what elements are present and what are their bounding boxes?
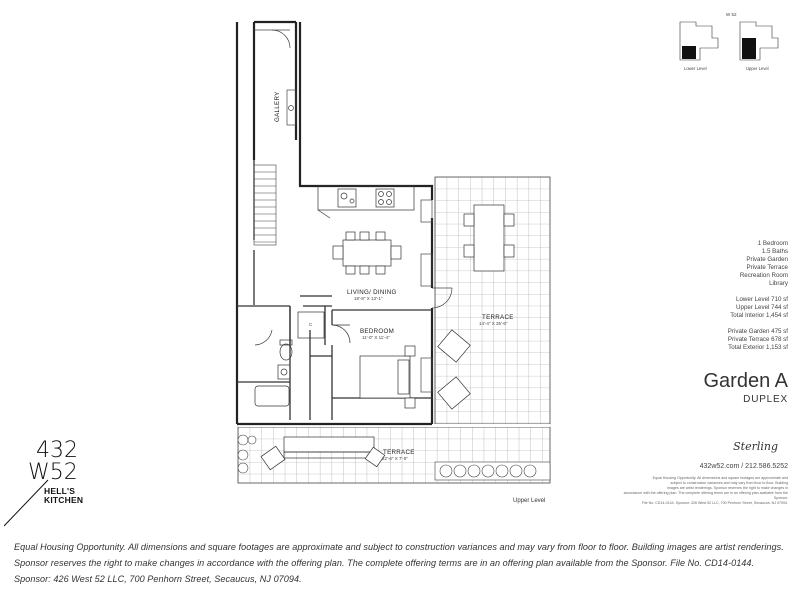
feature-baths: 1.5 Baths (761, 248, 788, 255)
fine-print-line: accordance with the offering plan. The complete offering terms are in an offering plan available from the Sponsor. (623, 491, 788, 500)
building-logo (4, 440, 94, 530)
terrace-main-label: TERRACE (482, 314, 514, 321)
bedroom-label: BEDROOM (360, 328, 395, 335)
area-upper-level: Upper Level 744 sf (736, 304, 788, 311)
area-lower-level: Lower Level 710 sf (736, 296, 788, 303)
dining-set (333, 232, 401, 274)
level-caption: Upper Level (513, 498, 546, 504)
key-plan (670, 8, 790, 78)
fine-print-line: Equal Housing Opportunity. All dimensions and square footages are approximate and (652, 476, 788, 480)
feature-terrace: Private Terrace (746, 264, 788, 271)
bedroom-dimensions: 11'-0" X 11'-4" (362, 335, 390, 340)
closet-label: C (309, 322, 313, 327)
area-private-terrace: Private Terrace 678 sf (727, 336, 788, 343)
logo-number-top: 432 (36, 438, 78, 463)
key-plan-upper-caption: Upper Level (746, 66, 769, 71)
fine-print (618, 476, 788, 506)
unit-name: Garden A (703, 370, 788, 392)
key-plan-street: W 52 (726, 12, 737, 17)
kitchen (318, 186, 414, 218)
living-dining-dimensions: 18'-8" X 13'-1" (354, 296, 383, 301)
area-total-interior: Total Interior 1,454 sf (730, 312, 788, 319)
website-phone: 432w52.com / 212.586.5252 (699, 463, 788, 470)
feature-garden: Private Garden (746, 256, 788, 263)
key-plan-upper-highlight (742, 38, 756, 59)
feature-library: Library (769, 280, 788, 287)
gallery-label: GALLERY (274, 91, 281, 122)
terrace-front-dimensions: 22'-6" X 7'-5" (382, 456, 408, 461)
disclaimer-text: Equal Housing Opportunity. All dimensions and square footages are approximate and subject to construction variances and may vary from floor to floor. Building images are artist renderings. Sponsor reserves the right to make changes in accordance with the offering plan. The complete offering terms are in an offering plan available from the Sponsor. File No. CD14-0144. Sponsor: 426 West 52 LLC, 700 Penhorn Street, Secaucus, NJ 07094. (14, 542, 784, 584)
feature-bedrooms: 1 Bedroom (757, 240, 788, 247)
fine-print-line: images are artist renderings. Sponsor reserves the right to make changes in (667, 486, 788, 490)
staircase (254, 165, 276, 245)
feature-recreation-room: Recreation Room (739, 272, 788, 279)
sterling-signature-logo: Sterling (733, 440, 778, 453)
area-total-exterior: Total Exterior 1,153 sf (728, 344, 788, 351)
logo-number-bottom: W52 (28, 460, 78, 485)
unit-type: DUPLEX (743, 394, 788, 405)
logo-line-2: KITCHEN (44, 495, 84, 505)
key-plan-lower-caption: Lower Level (684, 66, 707, 71)
terrace-front-label: TERRACE (383, 449, 415, 456)
key-plan-lower-highlight (682, 46, 696, 59)
terrace-main-dimensions: 14'-4" X 35'-6" (479, 321, 508, 326)
living-dining-label: LIVING/ DINING (347, 289, 397, 296)
fine-print-line: subject to construction variances and may vary from floor to floor. Building (670, 481, 788, 485)
logo-line-1: HELL'S (44, 486, 76, 496)
area-private-garden: Private Garden 475 sf (727, 328, 788, 335)
fine-print-line: File No. CD14-0144. Sponsor: 426 West 52 LLC, 700 Penhorn Street, Secaucus, NJ 07094. (641, 501, 788, 505)
